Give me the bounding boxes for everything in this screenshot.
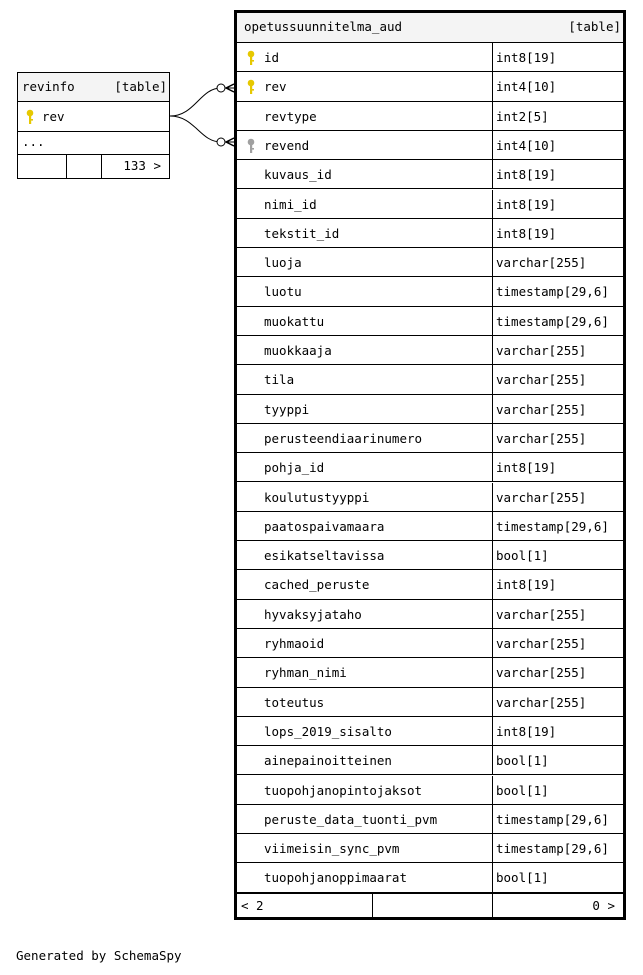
column-name: muokkaaja	[264, 343, 332, 358]
column-row-revend[interactable]	[237, 131, 623, 160]
footer-divider	[66, 155, 67, 179]
column-name: revtype	[264, 108, 317, 124]
column-type: int8[19]	[496, 577, 557, 593]
column-divider	[492, 658, 493, 686]
column-name: toteutus	[264, 694, 325, 710]
column-row-tuopohjanopintojaksot[interactable]	[237, 776, 623, 805]
column-row-tekstit-id[interactable]	[237, 219, 623, 248]
column-type: varchar[255]	[496, 636, 587, 651]
generated-by-label: Generated by SchemaSpy	[16, 948, 182, 963]
children-count-link[interactable]: 133 >	[123, 158, 161, 173]
column-type: varchar[255]	[496, 665, 587, 681]
column-divider	[492, 72, 493, 100]
column-divider	[492, 805, 493, 833]
column-type: varchar[255]	[496, 255, 587, 271]
column-name: tekstit_id	[264, 225, 340, 241]
column-divider	[492, 570, 493, 598]
column-row-hyvaksyjataho[interactable]	[237, 600, 623, 629]
column-divider	[492, 307, 493, 335]
column-type: timestamp[29,6]	[496, 284, 609, 300]
footer-divider	[372, 894, 373, 920]
relation-rev-to-revend	[170, 116, 234, 142]
column-divider	[492, 336, 493, 364]
column-row-kuvaus-id[interactable]	[237, 160, 623, 189]
column-row-lops-2019-sisalto[interactable]	[237, 717, 623, 746]
column-row-viimeisin-sync-pvm[interactable]	[237, 834, 623, 863]
column-type: int8[19]	[496, 225, 557, 241]
column-type: int8[19]	[496, 723, 557, 739]
column-divider	[492, 102, 493, 130]
column-name: esikatseltavissa	[264, 548, 385, 564]
column-row-pohja-id[interactable]	[237, 453, 623, 482]
children-count-link[interactable]: 0 >	[592, 897, 615, 913]
column-divider	[492, 219, 493, 247]
column-name: luotu	[264, 284, 302, 300]
primary-key-icon	[247, 79, 255, 95]
column-row-ryhmaoid[interactable]	[237, 629, 623, 658]
column-type: int4[10]	[496, 137, 557, 153]
column-row-nimi-id[interactable]	[237, 190, 623, 219]
relation-revend-optional-marker	[217, 138, 225, 146]
column-type: timestamp[29,6]	[496, 518, 609, 534]
column-type: timestamp[29,6]	[496, 841, 609, 857]
column-type: timestamp[29,6]	[496, 313, 609, 329]
column-name: perusteendiaarinumero	[264, 430, 423, 446]
column-row-luoja[interactable]	[237, 248, 623, 277]
column-type: varchar[255]	[496, 372, 587, 388]
relation-rev-optional-marker	[217, 84, 225, 92]
table-footer	[18, 155, 169, 179]
column-name: muokattu	[264, 313, 325, 329]
column-divider	[492, 746, 493, 774]
footer-divider	[492, 894, 493, 920]
column-row-toteutus[interactable]	[237, 688, 623, 717]
column-divider	[492, 688, 493, 716]
column-type: bool[1]	[496, 782, 549, 798]
column-row-tuopohjanoppimaarat[interactable]	[237, 863, 623, 892]
column-name: ryhman_nimi	[264, 665, 347, 681]
column-divider	[492, 365, 493, 393]
column-divider	[492, 717, 493, 745]
column-name: ryhmaoid	[264, 636, 325, 651]
column-type: int4[10]	[496, 79, 557, 95]
column-divider	[492, 541, 493, 569]
column-type: int8[19]	[496, 460, 557, 476]
column-row-rev[interactable]	[237, 72, 623, 101]
table-name: revinfo	[22, 79, 75, 94]
column-type: varchar[255]	[496, 694, 587, 710]
column-row-peruste-data-tuonti-pvm[interactable]	[237, 805, 623, 834]
column-type: varchar[255]	[496, 401, 587, 417]
table-kind: [table]	[568, 19, 621, 34]
column-name: pohja_id	[264, 460, 325, 476]
column-name: lops_2019_sisalto	[264, 723, 392, 739]
table-revinfo[interactable]	[17, 72, 170, 179]
column-name: rev	[264, 79, 287, 95]
column-row-paatospaivamaara[interactable]	[237, 512, 623, 541]
column-row-tyyppi[interactable]	[237, 395, 623, 424]
foreign-key-icon	[247, 138, 255, 154]
primary-key-icon	[26, 109, 34, 125]
column-row-cached-peruste[interactable]	[237, 570, 623, 599]
column-name: nimi_id	[264, 196, 317, 212]
column-divider	[492, 512, 493, 540]
parents-count-link[interactable]: < 2	[241, 897, 264, 913]
column-type: int8[19]	[496, 167, 557, 183]
column-type: int8[19]	[496, 50, 557, 65]
column-row-ryhman-nimi[interactable]	[237, 658, 623, 687]
more-columns: ...	[18, 132, 169, 155]
relation-rev-to-rev	[170, 88, 234, 116]
column-name: peruste_data_tuonti_pvm	[264, 811, 438, 827]
column-row-ainepainoitteinen[interactable]	[237, 746, 623, 775]
column-name: rev	[42, 109, 65, 124]
table-header	[18, 73, 169, 102]
column-divider	[492, 131, 493, 159]
column-row-rev[interactable]	[18, 102, 169, 132]
table-kind: [table]	[114, 79, 167, 94]
column-divider	[492, 160, 493, 188]
column-type: timestamp[29,6]	[496, 811, 609, 827]
column-name: koulutustyyppi	[264, 489, 370, 505]
column-name: kuvaus_id	[264, 167, 332, 183]
column-row-revtype[interactable]	[237, 102, 623, 131]
column-row-id[interactable]	[237, 43, 623, 72]
column-name: tuopohjanoppimaarat	[264, 870, 407, 886]
column-name: tuopohjanopintojaksot	[264, 782, 423, 798]
column-divider	[492, 248, 493, 276]
column-name: paatospaivamaara	[264, 518, 385, 534]
column-divider	[492, 600, 493, 628]
column-type: varchar[255]	[496, 606, 587, 622]
column-type: varchar[255]	[496, 343, 587, 358]
column-row-koulutustyyppi[interactable]	[237, 483, 623, 512]
column-divider	[492, 776, 493, 804]
column-type: bool[1]	[496, 753, 549, 769]
table-opetussuunnitelma-aud[interactable]	[234, 10, 626, 920]
primary-key-icon	[247, 50, 255, 66]
table-header	[237, 13, 623, 43]
column-name: tila	[264, 372, 295, 388]
column-divider	[492, 834, 493, 862]
column-divider	[492, 190, 493, 218]
table-name: opetussuunnitelma_aud	[244, 19, 403, 34]
column-type: varchar[255]	[496, 430, 587, 446]
column-name: hyvaksyjataho	[264, 606, 362, 622]
column-row-muokkaaja[interactable]	[237, 336, 623, 365]
column-type: int8[19]	[496, 196, 557, 212]
column-row-tila[interactable]	[237, 365, 623, 394]
column-name: tyyppi	[264, 401, 310, 417]
column-name: cached_peruste	[264, 577, 370, 593]
column-divider	[492, 453, 493, 481]
column-name: revend	[264, 137, 310, 153]
column-divider	[492, 395, 493, 423]
column-divider	[492, 863, 493, 891]
column-row-perusteendiaarinumero[interactable]	[237, 424, 623, 453]
column-name: viimeisin_sync_pvm	[264, 841, 400, 857]
footer-divider	[101, 155, 102, 179]
table-footer	[237, 893, 623, 919]
column-name: ainepainoitteinen	[264, 753, 392, 769]
column-divider	[492, 483, 493, 511]
column-divider	[492, 277, 493, 305]
column-type: bool[1]	[496, 870, 549, 886]
column-divider	[492, 424, 493, 452]
column-type: int2[5]	[496, 108, 549, 124]
column-divider	[492, 629, 493, 657]
column-type: bool[1]	[496, 548, 549, 564]
column-name: id	[264, 50, 280, 65]
column-divider	[492, 43, 493, 71]
column-row-luotu[interactable]	[237, 277, 623, 306]
column-row-muokattu[interactable]	[237, 307, 623, 336]
column-name: luoja	[264, 255, 302, 271]
column-type: varchar[255]	[496, 489, 587, 505]
column-row-esikatseltavissa[interactable]	[237, 541, 623, 570]
